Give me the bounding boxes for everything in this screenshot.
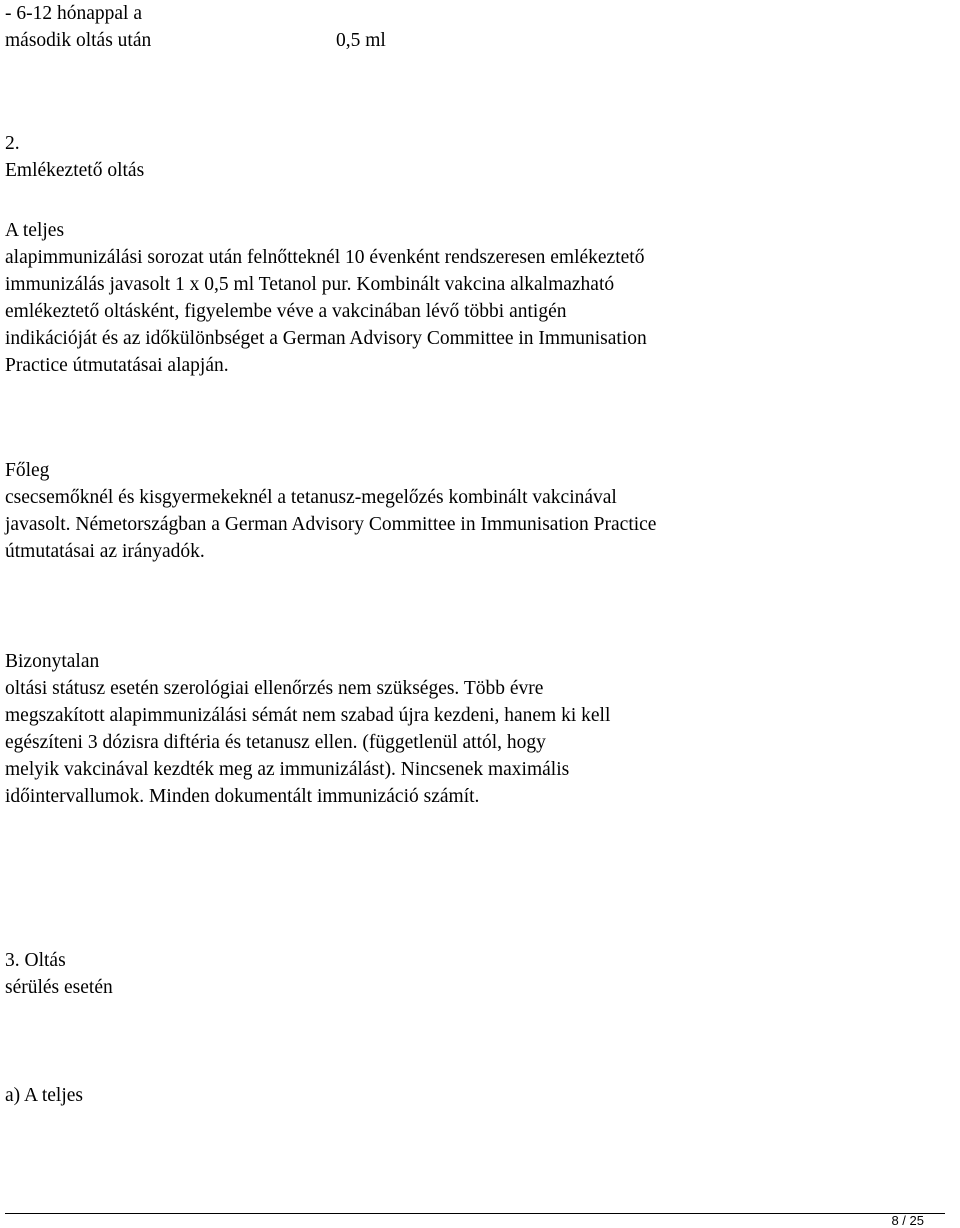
dose-timing bbox=[5, 0, 945, 54]
paragraph-line: oltási státusz esetén szerológiai ellenőrzés nem szükséges. Több évre bbox=[5, 678, 544, 699]
paragraph-line: indikációját és az időkülönbséget a German Advisory Committee in Immunisation bbox=[5, 328, 647, 349]
dose-amount: 0,5 ml bbox=[336, 30, 386, 51]
paragraph-heading: Főleg bbox=[5, 460, 50, 481]
page-number: 8 / 25 bbox=[891, 1213, 924, 1228]
paragraph-line: immunizálás javasolt 1 x 0,5 ml Tetanol pur. Kombinált vakcina alkalmazható bbox=[5, 274, 615, 295]
section-number: 2. bbox=[5, 133, 20, 154]
paragraph-line: útmutatásai az irányadók. bbox=[5, 541, 205, 562]
dose-row bbox=[0, 0, 960, 54]
paragraph-line: csecsemőknél és kisgyermekeknél a tetanusz-megelőzés kombinált vakcinával bbox=[5, 487, 617, 508]
paragraph-heading: A teljes bbox=[5, 220, 65, 241]
paragraph-line: Practice útmutatásai alapján. bbox=[5, 355, 229, 376]
subsection-label: a) A teljes bbox=[5, 1085, 83, 1106]
dose-timing-line: - 6-12 hónappal a bbox=[5, 3, 142, 24]
paragraph-uncertain bbox=[5, 648, 945, 810]
paragraph-line: alapimmunizálási sorozat után felnőtteknél 10 évenként rendszeresen emlékeztető bbox=[5, 247, 645, 268]
paragraph-line: melyik vakcinával kezdték meg az immunizálást). Nincsenek maximális bbox=[5, 759, 570, 780]
paragraph-complete bbox=[5, 217, 945, 379]
paragraph-mainly bbox=[5, 457, 945, 565]
footer-divider bbox=[5, 1213, 945, 1214]
subsection-a bbox=[5, 1082, 945, 1109]
section-3-heading bbox=[5, 947, 945, 1001]
section-title: Emlékeztető oltás bbox=[5, 160, 145, 181]
section-title: sérülés esetén bbox=[5, 977, 113, 998]
section-title: 3. Oltás bbox=[5, 950, 66, 971]
paragraph-line: megszakított alapimmunizálási sémát nem szabad újra kezdeni, hanem ki kell bbox=[5, 705, 611, 726]
section-2-heading bbox=[5, 130, 945, 184]
paragraph-line: emlékeztető oltásként, figyelembe véve a vakcinában lévő többi antigén bbox=[5, 301, 567, 322]
paragraph-line: javasolt. Németországban a German Advisory Committee in Immunisation Practice bbox=[5, 514, 657, 535]
paragraph-line: egészíteni 3 dózisra diftéria és tetanusz ellen. (függetlenül attól, hogy bbox=[5, 732, 546, 753]
dose-timing-line: második oltás után bbox=[5, 30, 152, 51]
paragraph-line: időintervallumok. Minden dokumentált immunizáció számít. bbox=[5, 786, 480, 807]
paragraph-heading: Bizonytalan bbox=[5, 651, 100, 672]
